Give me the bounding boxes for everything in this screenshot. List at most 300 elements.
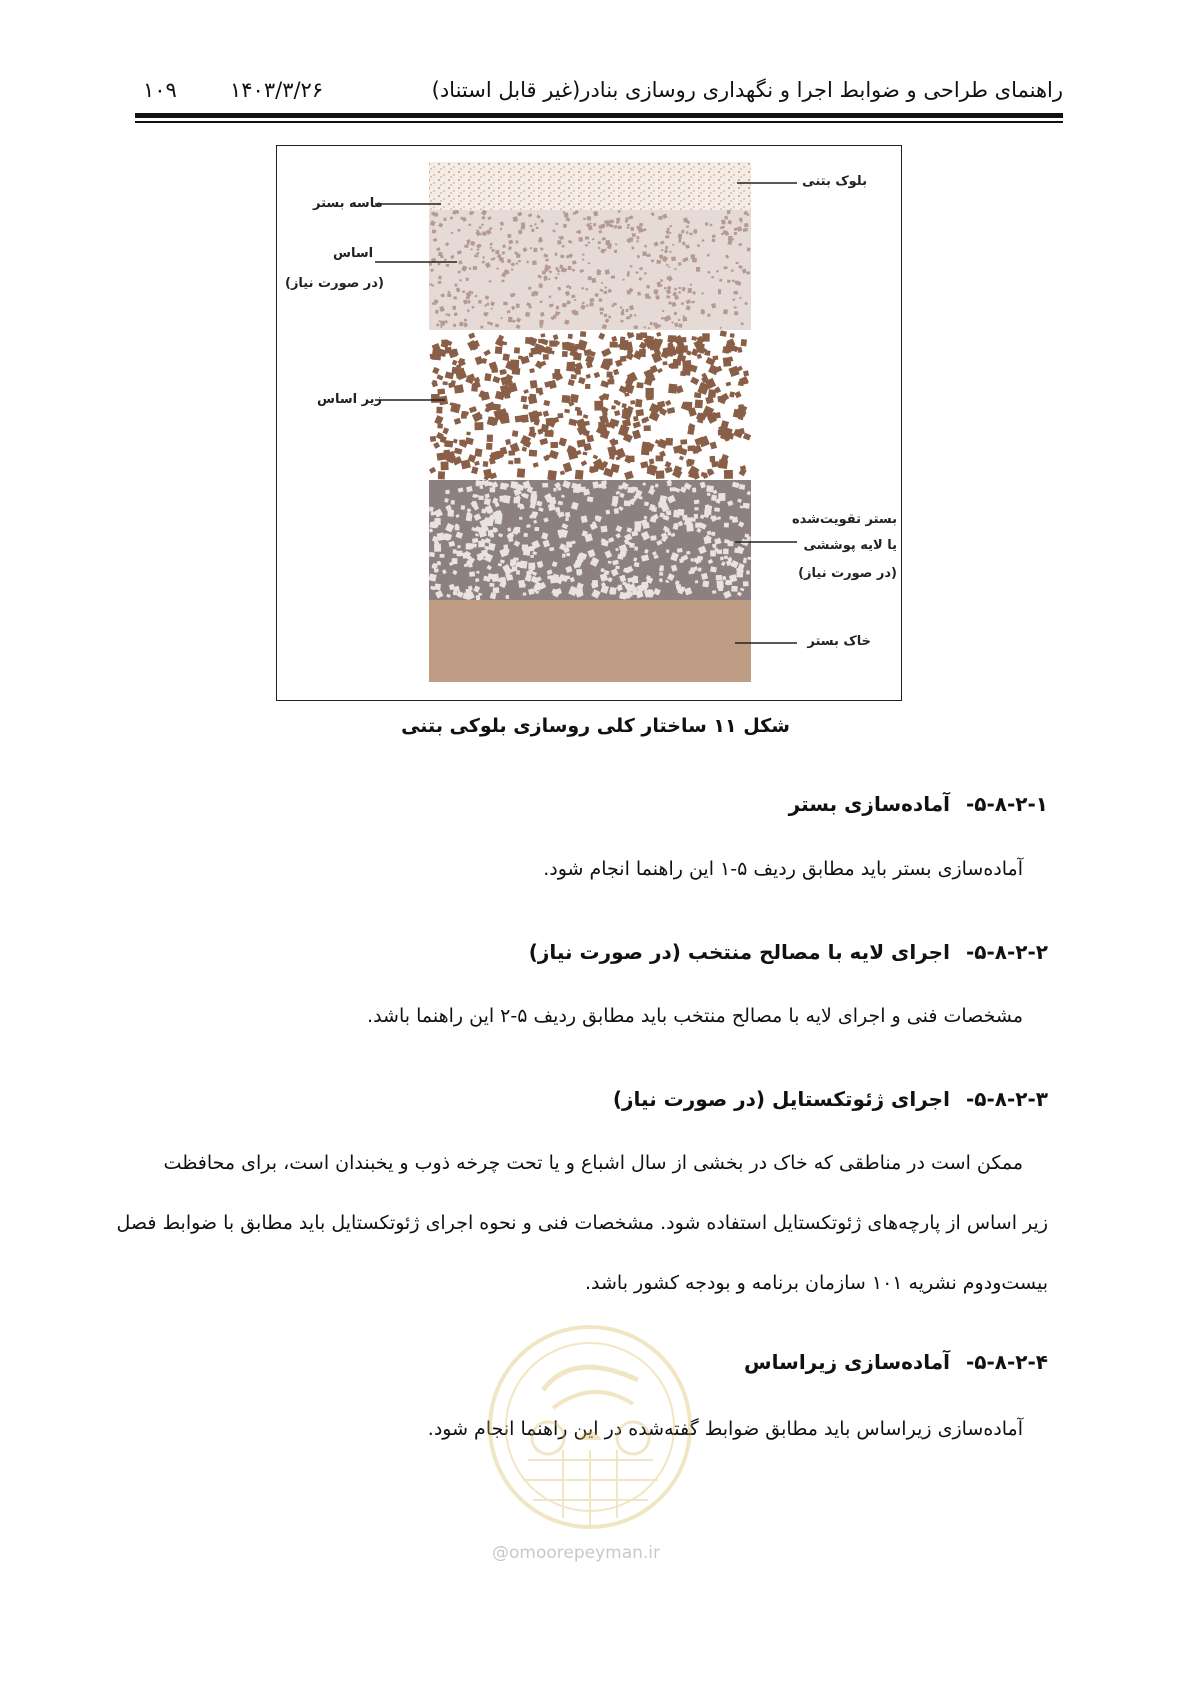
aggregate-particle <box>491 573 499 582</box>
aggregate-particle <box>489 227 492 229</box>
aggregate-particle <box>702 333 710 341</box>
aggregate-particle <box>589 298 594 302</box>
aggregate-particle <box>744 223 748 227</box>
aggregate-particle <box>562 554 566 558</box>
aggregate-particle <box>592 580 598 586</box>
aggregate-particle <box>515 558 518 561</box>
aggregate-particle <box>553 315 557 319</box>
aggregate-particle <box>493 257 495 259</box>
label-concrete-block: بلوک بتنی <box>802 174 867 189</box>
aggregate-particle <box>714 412 721 419</box>
aggregate-particle <box>655 484 658 488</box>
aggregate-particle <box>686 225 689 227</box>
aggregate-particle <box>465 589 471 594</box>
aggregate-particle <box>731 270 734 272</box>
aggregate-particle <box>679 558 684 563</box>
section-title: اجرای ژئوتکستایل (در صورت نیاز) <box>612 1087 950 1111</box>
aggregate-particle <box>716 575 722 580</box>
aggregate-particle <box>515 240 518 243</box>
aggregate-particle <box>500 317 502 319</box>
aggregate-particle <box>654 289 659 293</box>
aggregate-particle <box>710 456 716 462</box>
aggregate-particle <box>734 291 738 295</box>
aggregate-particle <box>453 549 457 553</box>
aggregate-particle <box>705 222 708 225</box>
aggregate-particle <box>711 495 717 501</box>
label-reinforced-3: (در صورت نیاز) <box>798 566 897 581</box>
aggregate-particle <box>666 438 673 446</box>
aggregate-particle <box>436 407 442 414</box>
aggregate-particle <box>566 542 572 548</box>
aggregate-particle <box>646 392 654 401</box>
aggregate-particle <box>694 500 700 505</box>
aggregate-particle <box>530 555 534 558</box>
aggregate-particle <box>475 533 478 536</box>
aggregate-particle <box>622 279 624 281</box>
aggregate-particle <box>508 460 513 464</box>
aggregate-particle <box>611 275 615 278</box>
aggregate-particle <box>694 507 698 510</box>
aggregate-particle <box>659 572 663 575</box>
aggregate-particle <box>605 422 611 428</box>
aggregate-particle <box>595 516 599 520</box>
aggregate-particle <box>747 214 749 216</box>
aggregate-particle <box>429 263 432 266</box>
aggregate-particle <box>555 507 560 513</box>
aggregate-particle <box>714 507 720 512</box>
aggregate-particle <box>589 223 591 225</box>
aggregate-particle <box>430 522 438 529</box>
aggregate-particle <box>431 394 440 403</box>
aggregate-particle <box>612 496 618 503</box>
aggregate-particle <box>631 227 634 231</box>
aggregate-particle <box>665 235 669 238</box>
aggregate-particle <box>677 509 684 516</box>
aggregate-particle <box>440 554 445 558</box>
aggregate-particle <box>674 523 679 527</box>
aggregate-particle <box>563 224 567 228</box>
aggregate-particle <box>464 245 468 248</box>
aggregate-particle <box>543 354 549 360</box>
aggregate-particle <box>661 317 663 320</box>
page-number: ۱۰۹ <box>143 78 177 102</box>
aggregate-particle <box>491 302 494 305</box>
aggregate-particle <box>636 382 643 388</box>
aggregate-particle <box>575 470 584 480</box>
aggregate-particle <box>576 369 581 375</box>
aggregate-particle <box>521 414 529 422</box>
aggregate-particle <box>695 400 703 409</box>
section-heading-2 <box>529 940 1048 964</box>
aggregate-particle <box>662 310 664 312</box>
aggregate-particle <box>630 400 635 404</box>
aggregate-particle <box>523 593 527 596</box>
aggregate-particle <box>501 280 504 283</box>
aggregate-particle <box>728 236 733 241</box>
section-body-3-line-1: ممکن است در مناطقی که خاک در بخشی از سال اشباع و یا تحت چرخه ذوب و یخبندان است، برای محافظت <box>163 1152 1023 1174</box>
aggregate-particle <box>634 314 636 316</box>
aggregate-particle <box>661 249 664 251</box>
aggregate-particle <box>473 266 477 270</box>
aggregate-particle <box>539 324 542 328</box>
aggregate-particle <box>608 243 612 247</box>
aggregate-particle <box>478 233 482 236</box>
aggregate-particle <box>639 589 642 592</box>
section-body-1: آماده‌سازی بستر باید مطابق ردیف ۵-۱ این راهنما انجام شود. <box>543 858 1023 880</box>
aggregate-particle <box>452 305 456 310</box>
aggregate-particle <box>542 483 548 487</box>
aggregate-particle <box>734 311 738 315</box>
aggregate-particle <box>651 507 657 512</box>
aggregate-particle <box>633 590 639 595</box>
aggregate-particle <box>576 569 582 575</box>
aggregate-particle <box>489 583 494 587</box>
aggregate-particle <box>495 346 503 354</box>
aggregate-particle <box>718 459 728 469</box>
aggregate-particle <box>627 577 633 582</box>
aggregate-particle <box>482 256 484 259</box>
aggregate-particle <box>580 331 586 337</box>
aggregate-particle <box>644 501 649 506</box>
aggregate-particle <box>599 307 604 311</box>
aggregate-particle <box>694 392 701 398</box>
aggregate-particle <box>453 323 457 326</box>
aggregate-particle <box>621 311 625 315</box>
label-subbase: زیر اساس <box>317 392 383 407</box>
aggregate-particle <box>466 431 470 435</box>
aggregate-particle <box>634 546 638 550</box>
aggregate-particle <box>429 283 432 285</box>
aggregate-particle <box>694 514 698 519</box>
aggregate-particle <box>558 312 560 314</box>
aggregate-particle <box>540 300 543 303</box>
aggregate-particle <box>724 266 728 269</box>
aggregate-particle <box>713 569 716 572</box>
aggregate-particle <box>547 266 551 269</box>
aggregate-particle <box>620 306 622 308</box>
aggregate-particle <box>573 212 576 215</box>
aggregate-particle <box>614 400 618 403</box>
aggregate-particle <box>718 493 725 501</box>
aggregate-particle <box>538 583 542 586</box>
aggregate-particle <box>535 527 539 531</box>
aggregate-particle <box>627 271 630 274</box>
aggregate-particle <box>743 581 749 586</box>
aggregate-particle <box>454 283 457 286</box>
aggregate-particle <box>646 285 650 289</box>
aggregate-particle <box>504 393 510 398</box>
aggregate-particle <box>718 586 723 591</box>
aggregate-particle <box>530 225 533 227</box>
section-title: آماده‌سازی زیراساس <box>744 1350 950 1374</box>
aggregate-particle <box>743 370 749 376</box>
aggregate-particle <box>602 237 606 240</box>
aggregate-particle <box>506 595 510 599</box>
aggregate-particle <box>572 269 575 271</box>
aggregate-particle <box>550 575 558 584</box>
aggregate-particle <box>606 221 610 225</box>
aggregate-particle <box>505 549 509 554</box>
aggregate-particle <box>516 253 521 257</box>
layer-subgrade <box>429 600 751 682</box>
aggregate-particle <box>592 481 599 488</box>
aggregate-particle <box>632 233 636 237</box>
aggregate-particle <box>587 216 592 220</box>
aggregate-particle <box>487 303 490 306</box>
aggregate-particle <box>711 532 715 536</box>
aggregate-particle <box>518 260 521 262</box>
aggregate-particle <box>504 386 512 394</box>
aggregate-particle <box>650 535 656 540</box>
aggregate-particle <box>499 496 504 502</box>
aggregate-particle <box>468 224 471 226</box>
aggregate-particle <box>466 514 473 522</box>
aggregate-particle <box>663 347 672 355</box>
aggregate-particle <box>667 228 670 231</box>
aggregate-particle <box>429 552 435 557</box>
aggregate-particle <box>430 353 436 359</box>
aggregate-particle <box>582 302 585 304</box>
aggregate-particle <box>530 380 538 389</box>
aggregate-particle <box>704 505 712 514</box>
aggregate-particle <box>693 292 696 295</box>
aggregate-particle <box>629 237 633 242</box>
aggregate-particle <box>502 353 509 361</box>
pavement-layers-diagram <box>277 146 901 700</box>
aggregate-particle <box>515 415 523 422</box>
aggregate-particle <box>688 288 692 293</box>
aggregate-particle <box>685 517 691 523</box>
aggregate-particle <box>562 351 568 357</box>
aggregate-particle <box>518 230 522 235</box>
aggregate-particle <box>502 341 507 345</box>
aggregate-particle <box>691 558 694 561</box>
aggregate-particle <box>452 558 458 564</box>
aggregate-particle <box>606 510 611 515</box>
aggregate-particle <box>525 312 530 317</box>
aggregate-particle <box>493 587 500 593</box>
section-heading-4 <box>744 1350 1048 1374</box>
section-body-3-line-2: زیر اساس از پارچه‌های ژئوتکستایل استفاده شود. مشخصات فنی و نحوه اجرای ژئوتکستایل باید مطابق با ضوابط فصل <box>116 1212 1048 1234</box>
aggregate-particle <box>516 570 520 574</box>
aggregate-particle <box>586 304 588 306</box>
aggregate-particle <box>482 231 487 235</box>
aggregate-particle <box>674 288 677 290</box>
aggregate-particle <box>505 439 511 445</box>
aggregate-particle <box>536 591 539 594</box>
aggregate-particle <box>696 267 700 272</box>
aggregate-particle <box>679 237 682 240</box>
aggregate-particle <box>678 323 682 327</box>
aggregate-particle <box>481 509 486 514</box>
page-header <box>135 70 1063 110</box>
aggregate-particle <box>627 487 634 493</box>
aggregate-particle <box>447 294 451 298</box>
aggregate-particle <box>514 347 520 353</box>
aggregate-particle <box>443 381 448 385</box>
aggregate-particle <box>445 347 452 354</box>
aggregate-particle <box>446 264 449 267</box>
aggregate-particle <box>562 395 571 403</box>
aggregate-particle <box>461 414 467 418</box>
aggregate-particle <box>437 423 443 428</box>
aggregate-particle <box>667 336 674 343</box>
aggregate-particle <box>486 312 488 314</box>
aggregate-particle <box>629 543 635 548</box>
aggregate-particle <box>565 512 570 518</box>
aggregate-particle <box>500 483 508 490</box>
aggregate-particle <box>746 570 750 574</box>
aggregate-particle <box>578 237 583 242</box>
aggregate-particle <box>571 295 575 299</box>
aggregate-particle <box>677 548 683 553</box>
aggregate-particle <box>635 409 644 416</box>
aggregate-particle <box>734 232 737 235</box>
aggregate-particle <box>644 425 651 431</box>
aggregate-particle <box>530 347 537 354</box>
aggregate-particle <box>669 232 672 234</box>
aggregate-particle <box>484 498 491 505</box>
aggregate-particle <box>606 224 608 226</box>
aggregate-particle <box>658 216 662 220</box>
aggregate-particle <box>440 321 445 326</box>
aggregate-particle <box>589 302 593 306</box>
aggregate-particle <box>570 362 575 367</box>
aggregate-particle <box>727 280 730 283</box>
aggregate-particle <box>669 225 672 227</box>
aggregate-particle <box>549 547 554 551</box>
aggregate-particle <box>454 386 462 394</box>
aggregate-particle <box>585 236 589 239</box>
aggregate-particle <box>627 224 630 226</box>
aggregate-particle <box>523 533 528 538</box>
aggregate-particle <box>464 319 467 322</box>
aggregate-particle <box>610 342 618 348</box>
aggregate-particle <box>585 384 590 389</box>
aggregate-particle <box>459 440 465 446</box>
aggregate-particle <box>564 212 569 217</box>
aggregate-particle <box>720 330 727 337</box>
aggregate-particle <box>549 340 557 346</box>
label-bedding-sand: ماسه بستر <box>313 196 383 211</box>
watermark-url: @omoorepeyman.ir <box>492 1543 661 1563</box>
aggregate-particle <box>593 223 596 227</box>
aggregate-particle <box>484 373 491 381</box>
aggregate-particle <box>566 553 570 556</box>
label-base-note: (در صورت نیاز) <box>285 276 384 291</box>
figure-caption: شکل ۱۱ ساختار کلی روسازی بلوکی بتنی <box>401 715 790 737</box>
aggregate-particle <box>674 268 676 270</box>
aggregate-particle <box>434 583 441 590</box>
aggregate-particle <box>671 256 676 261</box>
aggregate-particle <box>496 267 499 269</box>
label-base: اساس <box>333 246 374 261</box>
aggregate-particle <box>467 242 470 245</box>
aggregate-particle <box>686 523 694 532</box>
aggregate-particle <box>432 230 436 234</box>
aggregate-particle <box>480 486 483 489</box>
aggregate-particle <box>683 259 687 262</box>
aggregate-particle <box>585 288 588 290</box>
aggregate-particle <box>488 530 494 536</box>
aggregate-particle <box>604 314 608 318</box>
header-rule <box>135 113 1063 118</box>
aggregate-particle <box>451 380 456 384</box>
label-subgrade: خاک بستر <box>807 634 871 649</box>
aggregate-particle <box>718 291 721 295</box>
aggregate-particle <box>601 282 603 284</box>
aggregate-particle <box>554 369 560 376</box>
aggregate-particle <box>519 517 522 520</box>
aggregate-particle <box>469 571 475 576</box>
aggregate-particle <box>634 325 638 329</box>
aggregate-particle <box>516 304 520 308</box>
label-reinforced-2: یا لایه پوششی <box>803 538 897 553</box>
aggregate-particle <box>668 532 671 536</box>
layer-bedding-sand-fill <box>429 162 751 210</box>
aggregate-particle <box>614 250 617 253</box>
aggregate-particle <box>503 302 508 306</box>
aggregate-particle <box>605 269 610 274</box>
aggregate-particle <box>487 434 493 442</box>
aggregate-particle <box>441 461 449 470</box>
aggregate-particle <box>490 487 496 492</box>
aggregate-particle <box>607 372 613 378</box>
aggregate-particle <box>454 312 458 315</box>
aggregate-particle <box>618 226 622 230</box>
aggregate-particle <box>681 230 684 233</box>
aggregate-particle <box>508 537 513 542</box>
aggregate-particle <box>601 568 605 572</box>
aggregate-particle <box>736 262 739 264</box>
aggregate-particle <box>741 339 747 346</box>
aggregate-particle <box>471 384 478 392</box>
aggregate-particle <box>584 421 589 426</box>
aggregate-particle <box>633 416 638 421</box>
aggregate-particle <box>697 244 700 247</box>
section-number: ۵-۸-۲-۲- <box>965 940 1048 964</box>
aggregate-particle <box>727 210 731 214</box>
aggregate-particle <box>544 276 548 280</box>
aggregate-particle <box>747 557 751 560</box>
aggregate-particle <box>641 582 648 589</box>
aggregate-particle <box>712 239 716 243</box>
aggregate-particle <box>656 470 665 479</box>
aggregate-particle <box>644 245 647 248</box>
aggregate-particle <box>479 226 482 229</box>
aggregate-particle <box>680 439 687 444</box>
aggregate-particle <box>743 503 750 509</box>
aggregate-particle <box>430 436 436 442</box>
aggregate-particle <box>698 567 702 571</box>
aggregate-particle <box>641 445 650 455</box>
aggregate-particle <box>645 293 650 298</box>
aggregate-particle <box>451 500 455 505</box>
section-body-2: مشخصات فنی و اجرای لایه با مصالح منتخب باید مطابق ردیف ۵-۲ این راهنما باشد. <box>367 1005 1023 1027</box>
aggregate-particle <box>723 230 727 234</box>
aggregate-particle <box>483 461 489 467</box>
aggregate-particle <box>531 229 534 233</box>
aggregate-particle <box>627 290 631 295</box>
header-rule-thin <box>135 121 1063 123</box>
aggregate-particle <box>722 576 726 580</box>
aggregate-particle <box>444 258 447 261</box>
aggregate-particle <box>525 337 531 344</box>
aggregate-particle <box>438 471 445 479</box>
label-reinforced-1: بستر تقویت‌شده <box>791 512 897 527</box>
aggregate-particle <box>444 218 447 221</box>
aggregate-particle <box>628 586 633 592</box>
